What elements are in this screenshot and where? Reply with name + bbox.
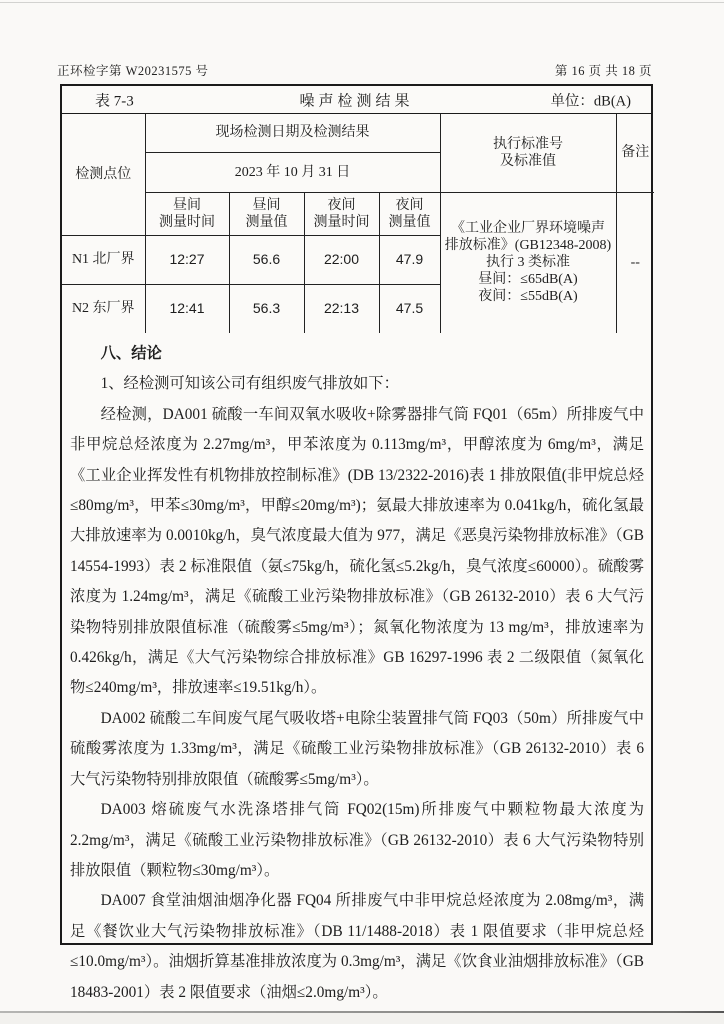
day-time-cell: 12:41 (145, 284, 229, 333)
page-number: 第 16 页 共 18 页 (554, 64, 652, 78)
table-title: 噪声检测结果 (299, 93, 414, 109)
header-night-time (304, 192, 379, 235)
standard-line: 昼间：≤65dB(A) (478, 272, 578, 288)
header-day-time-line2: 测量时间 (159, 214, 215, 230)
table-title-row (62, 86, 651, 114)
standard-line: 排放标准》(GB12348-2008) (444, 238, 612, 254)
document-number: 正环检字第 W20231575 号 (57, 64, 209, 78)
night-time-cell: 22:00 (304, 235, 379, 284)
day-value-cell: 56.6 (229, 235, 304, 284)
header-standard-line2: 及标准值 (500, 153, 556, 169)
standard-line: 夜间：≤55dB(A) (478, 289, 578, 305)
document-header (57, 61, 652, 79)
header-night-value (379, 192, 440, 235)
header-day-time-line1: 昼间 (173, 197, 201, 213)
standard-line: 《工业企业厂界环境噪声 (451, 221, 605, 237)
header-day-value-line1: 昼间 (252, 197, 281, 213)
night-value-cell: 47.9 (379, 235, 440, 284)
standard-value-cell (440, 192, 616, 333)
header-day-value (229, 192, 304, 235)
header-night-time-line1: 夜间 (327, 197, 356, 213)
point-cell: N1 北厂界 (62, 235, 145, 284)
header-standard-line1: 执行标准号 (493, 136, 563, 152)
header-date: 2023 年 10 月 31 日 (145, 152, 440, 192)
conclusion-paragraph: 1、经检测可知该公司有组织废气排放如下： (100, 375, 399, 393)
standard-line: 执行 3 类标准 (486, 255, 570, 271)
table-unit: 单位：dB(A) (550, 93, 631, 109)
night-value-cell: 47.5 (379, 284, 440, 333)
conclusion-paragraph: DA007 食堂油烟油烟净化器 FQ04 所排废气中非甲烷总烃浓度为 2.08mg/m³，满足《餐饮业大气污染物排放标准》（DB 11/1488-2018）表 1 限值要求（非甲烷总烃≤10.0mg/m³）。油烟折算基准排放浓度为 0.3mg/m³，满足《饮食业油烟排放标准》（GB 18483-2001）表 2 限值要求（油烟≤2.0mg/m³）。 (70, 892, 644, 1001)
scan-top-edge (0, 2, 724, 3)
day-time-cell: 12:27 (145, 235, 229, 284)
header-day-value-line2: 测量值 (245, 214, 288, 230)
conclusion-paragraph: 经检测，DA001 硫酸一车间双氧水吸收+除雾器排气筒 FQ01（65m）所排废气中非甲烷总烃浓度为 2.27mg/m³，甲苯浓度为 0.113mg/m³，甲醇浓度为 6mg/m³，满足《工业企业挥发性有机物排放控制标准》(DB 13/2322-2016)表 1 排放限值(非甲烷总烃≤80mg/m³，甲苯≤30mg/m³，甲醇≤20mg/m³)；氨最大排放速率为 0.041kg/h，硫化氢最大排放速率为 0.0010kg/h，臭气浓度最大值为 977，满足《恶臭污染物排放标准》（GB 14554-1993）表 2 标准限值（氨≤75kg/h，硫化氢≤5.2kg/h，臭气浓度≤60000）。硫酸雾浓度为 1.24mg/m³，满足《硫酸工业污染物排放标准》（GB 26132-2010）表 6 大气污染物特别排放限值标准（硫酸雾≤5mg/m³）；氮氧化物浓度为 13 mg/m³，排放速率为 0.426kg/h，满足《大气污染物综合排放标准》GB 16297-1996 表 2 二级限值（氮氧化物≤240mg/m³，排放速率≤19.51kg/h）。 (70, 405, 644, 697)
header-point-col: 检测点位 (62, 114, 145, 235)
table-header-row-1 (62, 114, 654, 152)
header-day-time (145, 192, 229, 235)
header-standard-col (440, 114, 616, 192)
scan-bottom-area (0, 1013, 724, 1024)
day-value-cell: 56.3 (229, 284, 304, 333)
noise-results-table (62, 114, 654, 333)
point-cell: N2 东厂界 (62, 284, 145, 333)
header-night-time-line2: 测量时间 (313, 214, 370, 230)
header-night-value-line1: 夜间 (395, 197, 424, 213)
conclusion-paragraph: DA003 熔硫废气水洗涤塔排气筒 FQ02(15m)所排废气中颗粒物最大浓度为 2.2mg/m³，满足《硫酸工业污染物排放标准》（GB 26132-2010）表 6 大气污染物特别排放限值（颗粒物≤30mg/m³）。 (70, 801, 644, 879)
remark-value-cell: -- (616, 192, 654, 333)
header-remark-col: 备注 (616, 114, 654, 192)
conclusion-heading: 八、结论 (100, 345, 162, 362)
conclusion-paragraph: DA002 硫酸二车间废气尾气吸收塔+电除尘装置排气筒 FQ03（50m）所排废气中硫酸雾浓度为 1.33mg/m³，满足《硫酸工业污染物排放标准》（GB 26132-2010）表 6 大气污染物特别排放限值（硫酸雾≤5mg/m³）。 (70, 709, 644, 788)
conclusion-section (62, 333, 651, 1008)
table-label: 表 7-3 (95, 93, 134, 109)
content-box (60, 84, 653, 1001)
header-group: 现场检测日期及检测结果 (145, 114, 440, 152)
table-header-row-3 (62, 192, 654, 235)
night-time-cell: 22:13 (304, 284, 379, 333)
header-night-value-line2: 测量值 (388, 214, 431, 230)
